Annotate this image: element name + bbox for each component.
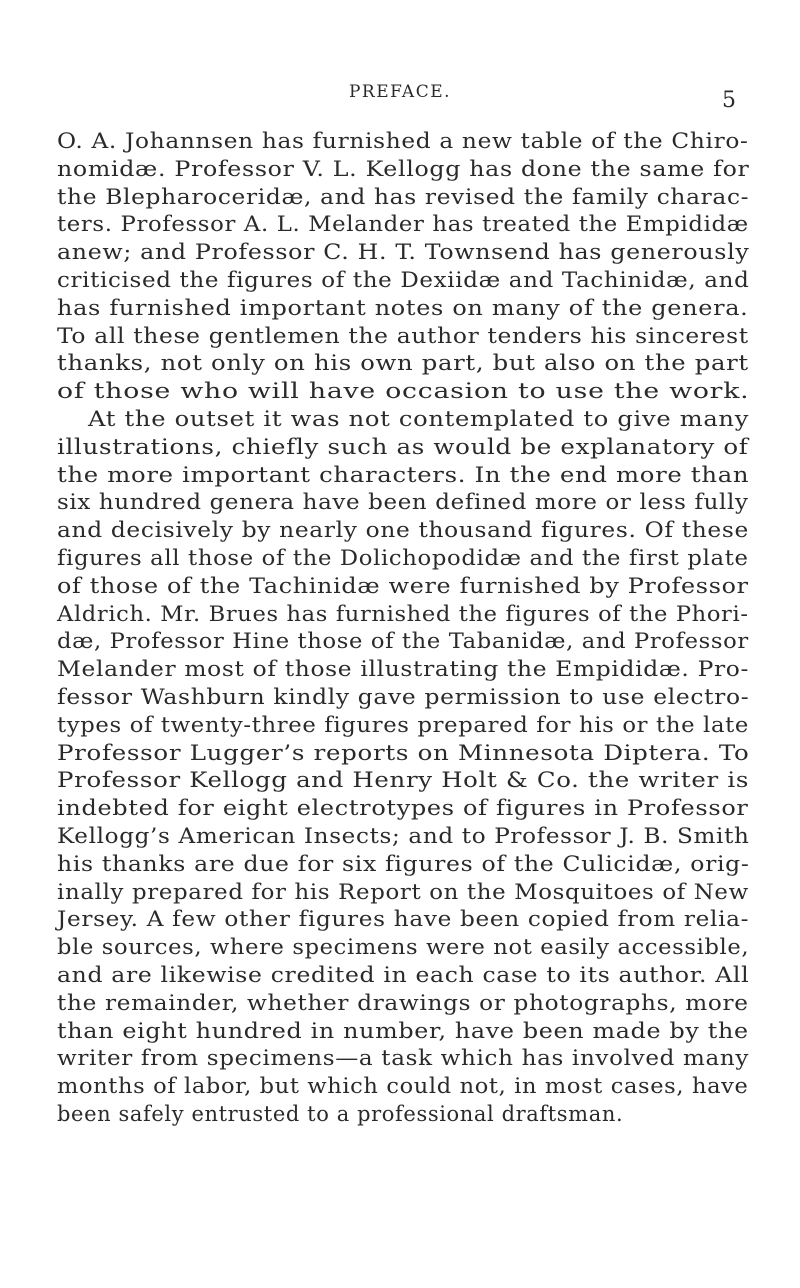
text-line: figures all those of the Dolichopodidæ and the first plate (57, 546, 749, 570)
text-line: fessor Washburn kindly gave permission to use electro- (57, 685, 750, 709)
text-line: and decisively by nearly one thousand figures. Of these (57, 518, 749, 542)
text-line: ble sources, where specimens were not easily accessible, (57, 935, 750, 959)
text-line: O. A. Johannsen has furnished a new table of the Chiro- (57, 129, 749, 153)
text-line: Jersey. A few other figures have been copied from relia- (57, 907, 750, 931)
text-line: thanks, not only on his own part, but also on the part (57, 351, 749, 375)
text-line: Aldrich. Mr. Brues has furnished the figures of the Phori- (57, 602, 749, 626)
text-line: dæ, Professor Hine those of the Tabanidæ, and Professor (57, 629, 749, 653)
text-line: and are likewise credited in each case to its author. All (57, 963, 750, 987)
text-line: Professor Lugger’s reports on Minnesota Diptera. To (57, 741, 750, 765)
text-line: has furnished important notes on many of the genera. (57, 296, 749, 320)
text-line: Melander most of those illustrating the Empididæ. Pro- (57, 657, 750, 681)
text-line: Professor Kellogg and Henry Holt & Co. the writer is (57, 768, 750, 792)
text-line: Kellogg’s American Insects; and to Professor J. B. Smith (57, 824, 750, 848)
text-line: his thanks are due for six figures of the Culicidæ, orig- (57, 852, 750, 876)
text-line: criticised the figures of the Dexiidæ and Tachinidæ, and (57, 268, 750, 292)
text-line: nomidæ. Professor V. L. Kellogg has done the same for (57, 157, 750, 181)
text-line: been safely entrusted to a professional draftsman. (57, 1102, 624, 1126)
text-line: the remainder, whether drawings or photographs, more (57, 991, 749, 1015)
text-line: the more important characters. In the end more than (57, 463, 750, 487)
text-line: six hundred genera have been defined more or less fully (57, 490, 749, 514)
text-line: of those who will have occasion to use the work. (57, 379, 750, 403)
text-line: indebted for eight electrotypes of figures in Professor (57, 796, 749, 820)
text-line: than eight hundred in number, have been made by the (57, 1019, 749, 1043)
text-line: months of labor, but which could not, in most cases, have (57, 1074, 749, 1098)
text-line: inally prepared for his Report on the Mosquitoes of New (57, 880, 749, 904)
page-number: 5 (722, 88, 736, 113)
text-line: the Blepharoceridæ, and has revised the family charac- (57, 185, 750, 209)
text-line: types of twenty-three figures prepared for his or the late (57, 713, 749, 737)
text-line: writer from specimens—a task which has involved many (57, 1046, 750, 1070)
text-line: of those of the Tachinidæ were furnished by Professor (57, 574, 749, 598)
running-head: PREFACE. (348, 82, 452, 102)
text-line: anew; and Professor C. H. T. Townsend has generously (57, 240, 750, 264)
text-line: illustrations, chiefly such as would be explanatory of (57, 435, 749, 459)
text-line: To all these gentlemen the author tenders his sincerest (57, 324, 749, 348)
text-line: ters. Professor A. L. Melander has treated the Empididæ (57, 212, 749, 236)
text-line: At the outset it was not contemplated to give many (88, 407, 750, 431)
